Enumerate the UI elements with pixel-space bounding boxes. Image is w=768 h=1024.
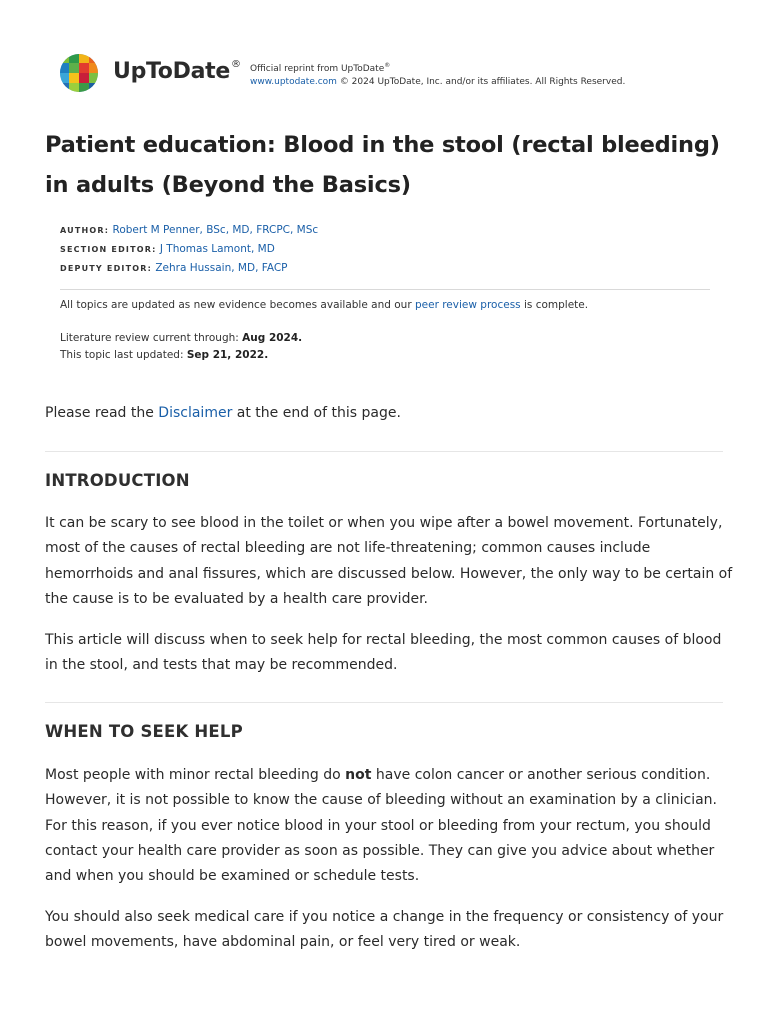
update-notice: All topics are updated as new evidence becomes available and our peer review process is complete.	[60, 299, 589, 311]
literature-review-date: Literature review current through: Aug 2024.	[60, 332, 303, 344]
uptodate-logo-icon	[59, 53, 99, 93]
section-heading-when-to-seek-help: WHEN TO SEEK HELP	[45, 722, 243, 741]
last-updated-date: This topic last updated: Sep 21, 2022.	[60, 349, 269, 361]
section-divider	[45, 702, 723, 703]
contributor-role: SECTION EDITOR	[60, 245, 153, 254]
seek-help-paragraph-1: Most people with minor rectal bleeding do not have colon cancer or another serious condition. However, it is not possible to know the cause of bleeding without an examination by a clinician. For this reason, if you ever notice blood in your stool or bleeding from your rectum, you should contact your health care provider as soon as possible. They can give you advice about whether and when you should be examined or schedule tests.	[45, 767, 717, 885]
brand-name: UpToDate®	[113, 58, 241, 84]
section-divider	[45, 451, 723, 452]
divider	[60, 289, 710, 290]
section-editor-link[interactable]: J Thomas Lamont, MD	[159, 243, 275, 255]
peer-review-link[interactable]: peer review process	[414, 299, 521, 311]
intro-paragraph-2: This article will discuss when to seek help for rectal bleeding, the most common causes of blood in the stool, and tests that may be recommended.	[45, 632, 722, 674]
review-dates	[60, 330, 302, 364]
section-heading-introduction: INTRODUCTION	[45, 471, 190, 490]
disclaimer-link[interactable]: Disclaimer	[158, 405, 233, 421]
uptodate-site-link[interactable]: www.uptodate.com	[250, 77, 337, 87]
deputy-editor-link[interactable]: Zehra Hussain, MD, FACP	[155, 262, 288, 274]
contributor-role: AUTHOR	[60, 226, 105, 235]
intro-paragraph-1: It can be scary to see blood in the toilet or when you wipe after a bowel movement. Fortunately, most of the causes of rectal bleeding are not life-threatening; common causes include hemorrhoids and anal fissures, which are discussed below. However, the only way to be certain of the cause is to be evaluated by a health care provider.	[45, 515, 733, 607]
page-title: Patient education: Blood in the stool (rectal bleeding) in adults (Beyond the Basics)	[45, 132, 720, 198]
contributor-author: AUTHOR: Robert M Penner, BSc, MD, FRCPC, MSc	[60, 224, 319, 236]
contributor-section-editor: SECTION EDITOR: J Thomas Lamont, MD	[60, 243, 275, 255]
reprint-notice: Official reprint from UpToDate® www.uptodate.com © 2024 UpToDate, Inc. and/or its affiliates. All Rights Reserved.	[250, 62, 626, 87]
contributor-deputy-editor: DEPUTY EDITOR: Zehra Hussain, MD, FACP	[60, 262, 288, 274]
contributors-list	[60, 221, 318, 278]
header	[59, 53, 241, 93]
disclaimer-note: Please read the Disclaimer at the end of this page.	[45, 405, 401, 421]
contributor-role: DEPUTY EDITOR	[60, 264, 148, 273]
author-link[interactable]: Robert M Penner, BSc, MD, FRCPC, MSc	[112, 224, 319, 236]
seek-help-paragraph-2: You should also seek medical care if you notice a change in the frequency or consistency of your bowel movements, have abdominal pain, or feel very tired or weak.	[45, 909, 724, 951]
